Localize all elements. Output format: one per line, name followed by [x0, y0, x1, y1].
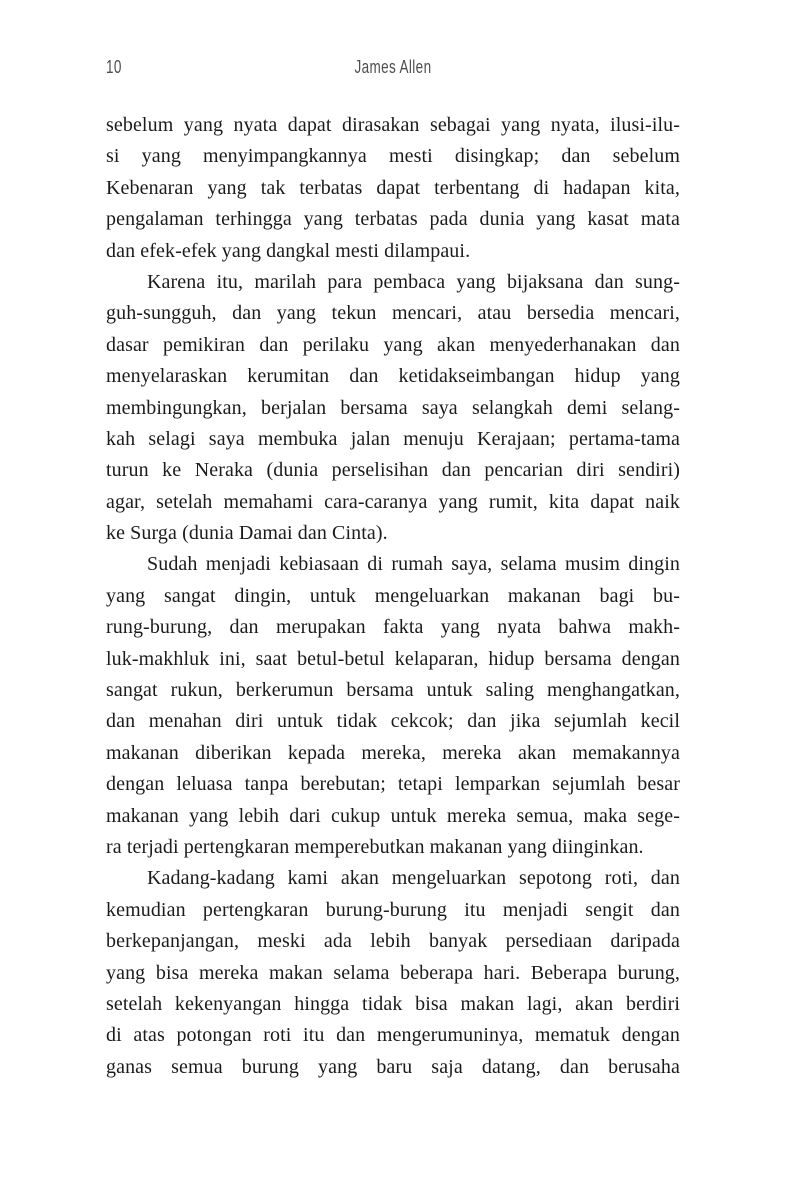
text-line: kah selagi saya membuka jalan menuju Kerajaan; pertama-tama: [106, 427, 680, 450]
text-line: si yang menyimpangkannya mesti disingkap; dan sebelum: [106, 145, 680, 168]
text-line: setelah kekenyangan hingga tidak bisa makan lagi, akan berdiri: [106, 992, 680, 1015]
text-line: dasar pemikiran dan perilaku yang akan menyederhanakan dan: [106, 333, 680, 356]
text-line: Sudah menjadi kebiasaan di rumah saya, selama musim dingin: [147, 553, 680, 576]
text-line: membingungkan, berjalan bersama saya selangkah demi selang-: [106, 396, 680, 419]
text-line: Kadang-kadang kami akan mengeluarkan sepotong roti, dan: [147, 867, 680, 890]
text-line: di atas potongan roti itu dan mengerumuninya, mematuk dengan: [106, 1024, 680, 1047]
text-line: pengalaman terhingga yang terbatas pada dunia yang kasat mata: [106, 208, 680, 231]
text-line: yang bisa mereka makan selama beberapa hari. Beberapa burung,: [106, 961, 680, 984]
text-line: yang sangat dingin, untuk mengeluarkan makanan bagi bu-: [106, 584, 680, 607]
text-line: turun ke Neraka (dunia perselisihan dan pencarian diri sendiri): [106, 459, 680, 482]
text-line: dan efek-efek yang dangkal mesti dilampaui.: [106, 239, 471, 262]
text-line: agar, setelah memahami cara-caranya yang rumit, kita dapat naik: [106, 490, 680, 513]
text-line: luk-makhluk ini, saat betul-betul kelaparan, hidup bersama dengan: [106, 647, 680, 670]
text-line: kemudian pertengkaran burung-burung itu menjadi sengit dan: [106, 898, 680, 921]
text-line: makanan diberikan kepada mereka, mereka akan memakannya: [106, 741, 680, 764]
text-line: Kebenaran yang tak terbatas dapat terbentang di hadapan kita,: [106, 176, 680, 199]
text-line: ra terjadi pertengkaran memperebutkan makanan yang diinginkan.: [106, 835, 644, 858]
text-block: [106, 110, 680, 1083]
text-line: guh-sungguh, dan yang tekun mencari, atau bersedia mencari,: [106, 302, 680, 325]
page-number: 10: [106, 57, 122, 77]
text-line: sebelum yang nyata dapat dirasakan sebagai yang nyata, ilusi-ilu-: [106, 114, 680, 136]
text-line: Karena itu, marilah para pembaca yang bijaksana dan sung-: [147, 270, 680, 293]
running-title: James Allen: [354, 57, 432, 77]
text-line: sangat rukun, berkerumun bersama untuk saling menghangatkan,: [106, 679, 680, 702]
text-line: dan menahan diri untuk tidak cekcok; dan jika sejumlah kecil: [106, 710, 680, 733]
text-line: makanan yang lebih dari cukup untuk mereka semua, maka sege-: [106, 804, 680, 827]
text-line: ganas semua burung yang baru saja datang, dan berusaha: [106, 1055, 680, 1078]
text-line: ke Surga (dunia Damai dan Cinta).: [106, 522, 388, 545]
text-line: dengan leluasa tanpa berebutan; tetapi lemparkan sejumlah besar: [106, 773, 680, 796]
text-line: menyelaraskan kerumitan dan ketidakseimbangan hidup yang: [106, 365, 680, 388]
text-line: berkepanjangan, meski ada lebih banyak persediaan daripada: [106, 930, 680, 953]
text-line: rung-burung, dan merupakan fakta yang nyata bahwa makh-: [106, 616, 680, 639]
page-header: [106, 57, 680, 77]
